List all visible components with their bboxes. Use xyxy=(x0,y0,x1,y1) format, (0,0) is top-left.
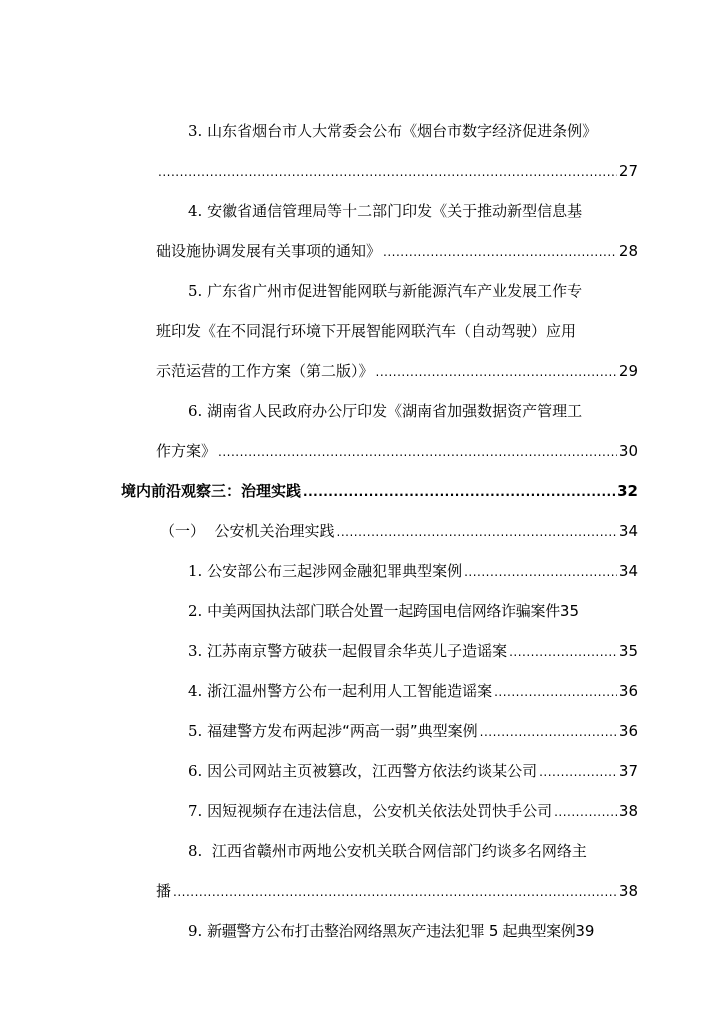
dot-leader xyxy=(376,362,617,382)
dot-leader xyxy=(464,562,617,582)
dot-leader xyxy=(218,442,617,462)
dot-leader xyxy=(554,802,617,822)
toc-entry-6-last[interactable]: 作方案》 ..... 30 xyxy=(156,441,638,462)
toc-item-6[interactable]: 6. 因公司网站主页被篡改，江西警方依法约谈某公司 ..... 37 xyxy=(188,761,638,782)
toc-entry-6-title[interactable]: 6. 湖南省人民政府办公厅印发《湖南省加强数据资产管理工 xyxy=(188,402,583,420)
toc-entry-4-title[interactable]: 4. 安徽省通信管理局等十二部门印发《关于推动新型信息基 xyxy=(188,202,583,220)
toc-item-4[interactable]: 4. 浙江温州警方公布一起利用人工智能造谣案 ..... 36 xyxy=(188,681,638,702)
dot-leader xyxy=(337,522,617,542)
toc-item-5[interactable]: 5. 福建警方发布两起涉“两高一弱”典型案例 ..... 36 xyxy=(188,721,638,742)
toc-item-9[interactable]: 9. 新疆警方公布打击整治网络黑灰产违法犯罪 5 起典型案例 39 xyxy=(188,922,595,940)
toc-entry-3-leader[interactable]: ..... 27 xyxy=(156,161,638,182)
toc-subsection[interactable]: （一） 公安机关治理实践 ..... 34 xyxy=(160,521,638,542)
toc-entry-5-last[interactable]: 示范运营的工作方案（第二版）》 ..... 29 xyxy=(156,361,638,382)
toc-item-8-last[interactable]: 播 ..... 38 xyxy=(156,881,638,902)
toc-item-2[interactable]: 2. 中美两国执法部门联合处置一起跨国电信网络诈骗案件 35 xyxy=(188,602,579,620)
dot-leader xyxy=(480,722,617,742)
toc-item-3[interactable]: 3. 江苏南京警方破获一起假冒余华英儿子造谣案 ..... 35 xyxy=(188,641,638,662)
dot-leader xyxy=(539,762,617,782)
dot-leader xyxy=(494,682,617,702)
toc-entry-5-line2[interactable]: 班印发《在不同混行环境下开展智能网联汽车（自动驾驶）应用 xyxy=(156,322,577,340)
dot-leader xyxy=(303,482,615,502)
toc-section-heading[interactable]: 境内前沿观察三：治理实践 ..... 32 xyxy=(121,481,638,502)
toc-item-8-title[interactable]: 8. 江西省赣州市两地公安机关联合网信部门约谈多名网络主 xyxy=(188,842,587,860)
dot-leader xyxy=(173,882,617,902)
toc-entry-3-title[interactable]: 3. 山东省烟台市人大常委会公布《烟台市数字经济促进条例》 xyxy=(188,122,598,140)
toc-item-7[interactable]: 7. 因短视频存在违法信息，公安机关依法处罚快手公司 ..... 38 xyxy=(188,801,638,822)
toc-entry-4-last[interactable]: 础设施协调发展有关事项的通知》 ..... 28 xyxy=(156,241,638,262)
dot-leader xyxy=(509,642,617,662)
toc-item-1[interactable]: 1. 公安部公布三起涉网金融犯罪典型案例 ..... 34 xyxy=(188,561,638,582)
toc-entry-5-title[interactable]: 5. 广东省广州市促进智能网联与新能源汽车产业发展工作专 xyxy=(188,282,583,300)
dot-leader xyxy=(158,162,617,182)
dot-leader xyxy=(383,242,617,262)
